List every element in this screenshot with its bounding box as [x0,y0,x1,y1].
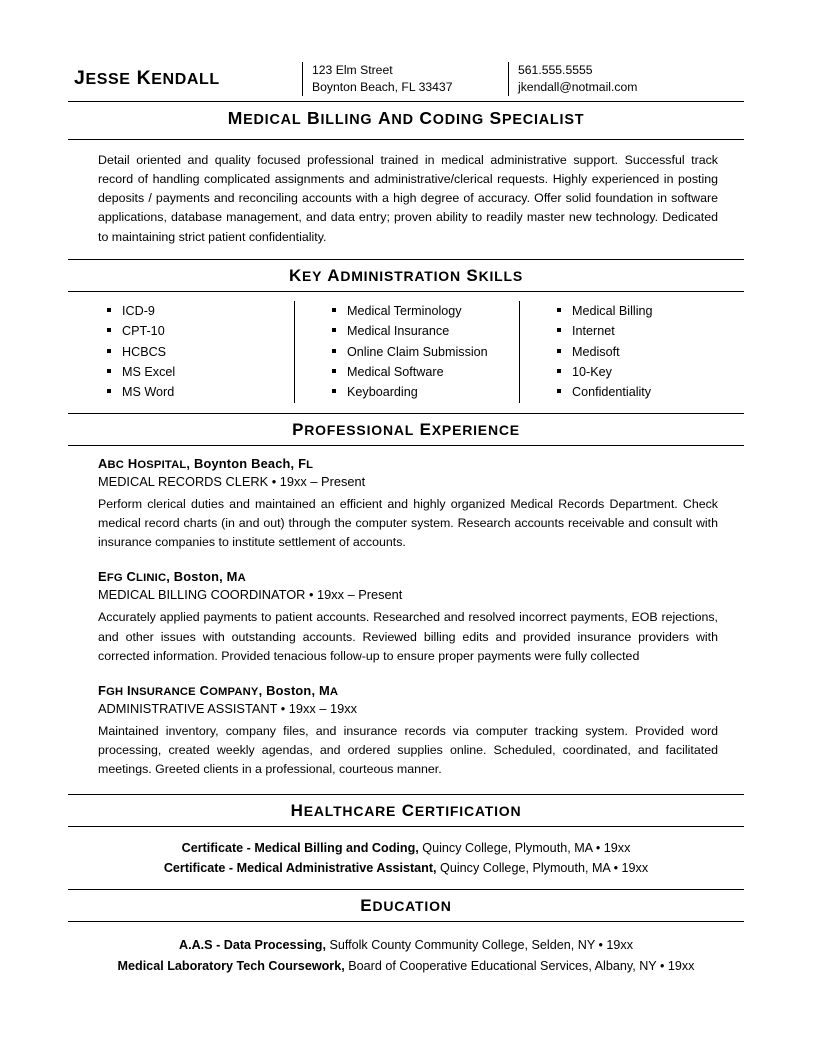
skill-item: Online Claim Submission [331,342,519,362]
candidate-name: JESSE KENDALL [74,67,220,90]
job-description: Perform clerical duties and maintained an efficient and highly organized Medical Records Department. Check medical record charts (in and out) through the computer system. Research accounts receivable and consult with insurance companies to institute settlement of accounts. [98,496,718,550]
certification-list [68,827,744,890]
education-item [68,935,744,955]
skill-item: Medical Billing [556,301,744,321]
experience-item [98,456,718,553]
experience-item [98,683,718,780]
skill-item: Medical Terminology [331,301,519,321]
skill-item: Keyboarding [331,382,519,402]
skill-item: MS Excel [106,362,294,382]
skills-column-3 [519,301,744,403]
skill-item: HCBCS [106,342,294,362]
job-company: EFG CLINIC, Boston, MA [98,569,246,585]
skills-column-1 [68,301,294,403]
job-title: MEDICAL RECORDS CLERK • 19xx – Present [98,473,366,489]
skill-item: Internet [556,321,744,341]
contact-cell [509,62,745,96]
job-description: Maintained inventory, company files, and insurance records via computer tracking system. Provided word processing, created weekly agendas, and ordered supplies online. Scheduled, coordinated, and facilitated meetings. Greeted clients in a professional, courteous manner. [98,724,718,777]
education-item [68,956,744,976]
skill-item: 10-Key [556,362,744,382]
resume-headline: MEDICAL BILLING AND CODING SPECIALIST [227,107,585,128]
skill-item: CPT-10 [106,321,294,341]
degree-name: A.A.S - Data Processing, [178,938,326,953]
certification-section-title: HEALTHCARE CERTIFICATION [290,800,522,820]
skill-item: MS Word [106,382,294,402]
skill-item: Medical Insurance [331,321,519,341]
skill-item: Medical Software [331,362,519,382]
education-section-title: EDUCATION [360,896,452,916]
education-list [68,922,744,988]
degree-name: Medical Laboratory Tech Coursework, [117,958,345,973]
professional-summary: Detail oriented and quality focused professional trained in medical administrative support. Successful track record of handling complicated assignments and administrative/clerical requests. Highly experienced in posting deposits / payments and reconciling accounts with a high degree of accuracy. Offer solid foundation in software applications, database management, and data entry; proven ability to readily master new technology. Dedicated to maintaining strict patient confidentiality. [98,152,718,244]
skills-list [68,292,744,413]
phone-number: 561.555.5555 [518,63,593,77]
experience-item [98,569,718,666]
certification-item [68,858,744,878]
degree-detail: Suffolk County Community College, Selden, NY • 19xx [325,938,633,953]
job-title: ADMINISTRATIVE ASSISTANT • 19xx – 19xx [98,701,358,717]
certification-item [68,838,744,858]
experience-section-title: PROFESSIONAL EXPERIENCE [292,419,520,439]
certification-detail: Quincy College, Plymouth, MA • 19xx [418,840,631,855]
resume-header [68,62,744,96]
resume-sheet [68,62,744,988]
address-line-2: Boynton Beach, FL 33437 [312,79,453,94]
certification-name: Certificate - Medical Billing and Coding, [181,840,419,855]
address-cell [303,62,509,96]
candidate-name-cell [68,62,303,96]
skills-section-title: KEY ADMINISTRATION SKILLS [288,265,524,285]
degree-detail: Board of Cooperative Educational Services, Albany, NY • 19xx [344,958,695,973]
experience-list [68,446,744,794]
skill-item: Medisoft [556,342,744,362]
job-description: Accurately applied payments to patient accounts. Researched and resolved incorrect payments, EOB rejections, and other issues with outstanding accounts. Reviewed billing edits and provided insurance providers with corrected information. Provided tenacious follow-up to ensure proper payments were fully collected [98,610,718,663]
certification-name: Certificate - Medical Administrative Assistant, [163,861,437,876]
job-title: MEDICAL BILLING COORDINATOR • 19xx – Present [98,587,403,603]
address-line-1: 123 Elm Street [312,63,393,77]
skill-item: ICD-9 [106,301,294,321]
skills-column-2 [294,301,519,403]
job-company: ABC HOSPITAL, Boynton Beach, FL [98,455,314,471]
email-address: jkendall@notmail.com [518,79,638,94]
job-company: FGH INSURANCE COMPANY, Boston, MA [98,683,339,699]
skill-item: Confidentiality [556,382,744,402]
certification-detail: Quincy College, Plymouth, MA • 19xx [436,861,649,876]
